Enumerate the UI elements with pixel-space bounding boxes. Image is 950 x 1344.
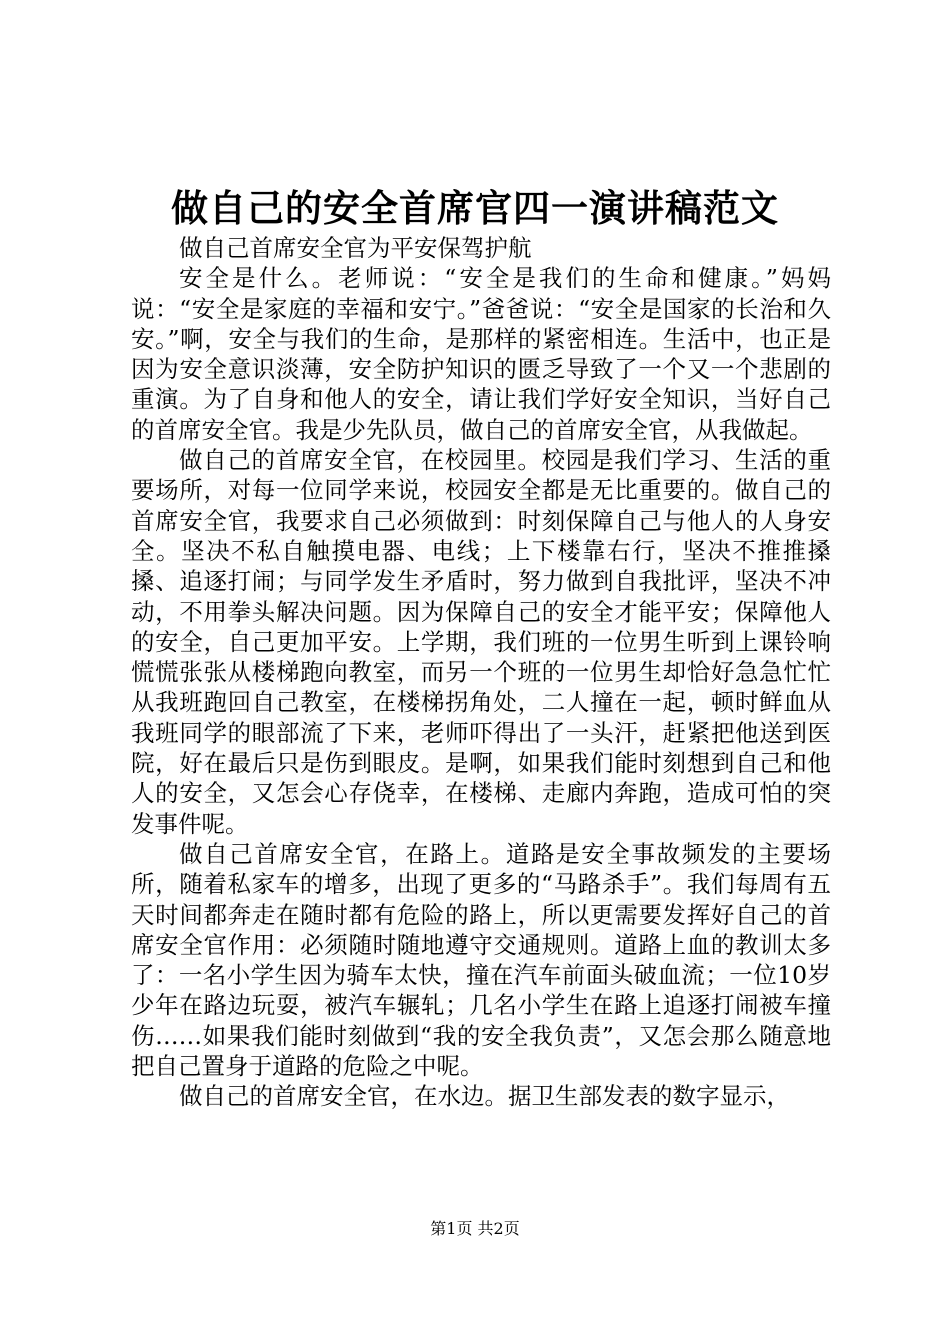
document-body (131, 233, 831, 1112)
page-footer: 第1页 共2页 (430, 1219, 520, 1238)
paragraph-2: 做自己的首席安全官，在校园里。校园是我们学习、生活的重要场所，对每一位同学来说，校园安全都是无比重要的。做自己的首席安全官，我要求自己必须做到：时刻保障自己与他人的人身安全。坚决不私自触摸电器、电线；上下楼靠右行，坚决不推推搡搡、追逐打闹；与同学发生矛盾时，努力做到自我批评，坚决不冲动，不用拳头解决问题。因为保障自己的安全才能平安；保障他人的安全，自己更加平安。上学期，我们班的一位男生听到上课铃响慌慌张张从楼梯跑向教室，而另一个班的一位男生却恰好急急忙忙从我班跑回自己教室，在楼梯拐角处，二人撞在一起，顿时鲜血从我班同学的眼部流了下来，老师吓得出了一头汗，赶紧把他送到医院，好在最后只是伤到眼皮。是啊，如果我们能时刻想到自己和他人的安全，又怎会心存侥幸，在楼梯、走廊内奔跑，造成可怕的突发事件呢。 (131, 446, 831, 838)
document-title: 做自己的安全首席官四一演讲稿范文 (171, 186, 779, 230)
paragraph-1: 安全是什么。老师说：“安全是我们的生命和健康。”妈妈说：“安全是家庭的幸福和安宁。”爸爸说：“安全是国家的长治和久安。”啊，安全与我们的生命，是那样的紧密相连。生活中，也正是因为安全意识淡薄，安全防护知识的匮乏导致了一个又一个悲剧的重演。为了自身和他人的安全，请让我们学好安全知识，当好自己的首席安全官。我是少先队员，做自己的首席安全官，从我做起。 (131, 264, 831, 444)
document-subtitle: 做自己首席安全官为平安保驾护航 (179, 234, 532, 262)
paragraph-3: 做自己首席安全官，在路上。道路是安全事故频发的主要场所，随着私家车的增多，出现了更多的“马路杀手”。我们每周有五天时间都奔走在随时都有危险的路上，所以更需要发挥好自己的首席安全官作用：必须随时随地遵守交通规则。道路上血的教训太多了：一名小学生因为骑车太快，撞在汽车前面头破血流；一位10岁少年在路边玩耍，被汽车辗轧；几名小学生在路上追逐打闹被车撞伤……如果我们能时刻做到“我的安全我负责”，又怎会那么随意地把自己置身于道路的危险之中呢。 (131, 839, 831, 1081)
paragraph-4: 做自己的首席安全官，在水边。据卫生部发表的数字显示， (179, 1082, 790, 1111)
